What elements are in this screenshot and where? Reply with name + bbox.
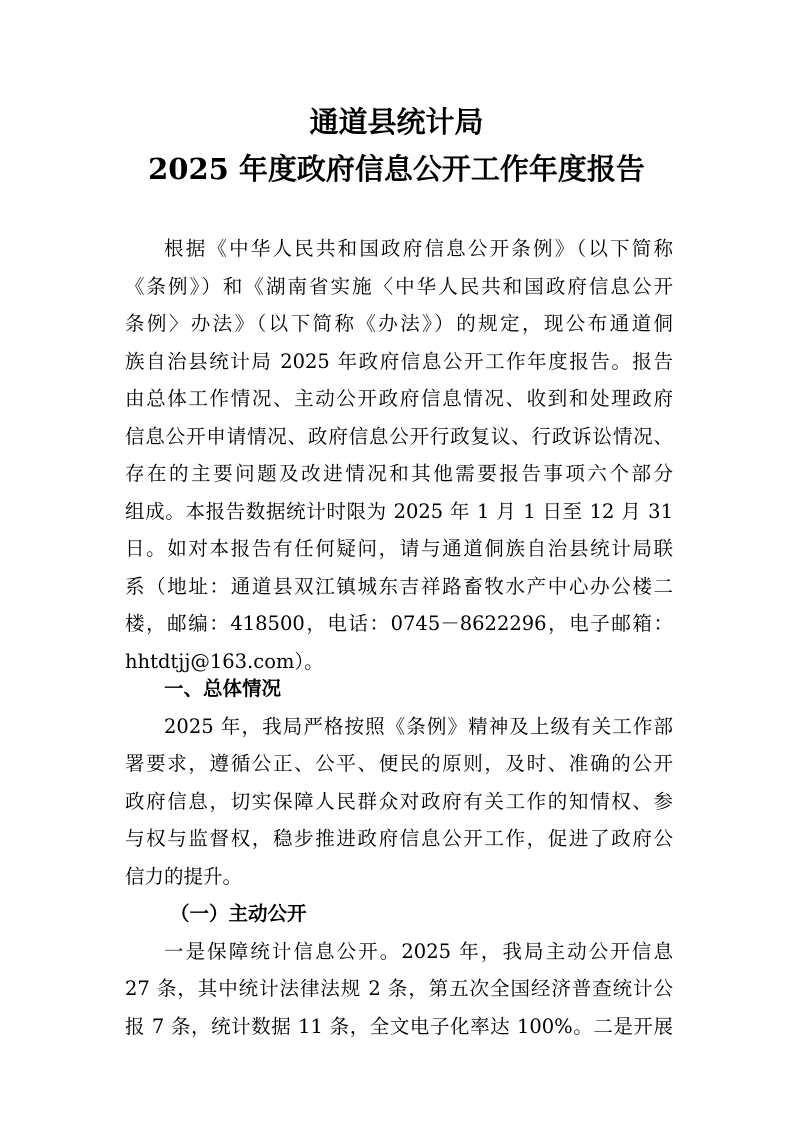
section1-line: 与权与监督权，稳步推进政府信息公开工作，促进了政府公 xyxy=(125,827,673,850)
section-heading: 一、总体情况 xyxy=(164,677,282,700)
intro-line: 条例〉办法》（以下简称《办法》）的规定，现公布通道侗 xyxy=(125,312,673,335)
intro-line: 《条例》）和《湖南省实施〈中华人民共和国政府信息公开 xyxy=(125,275,673,298)
section1-line: 政府信息，切实保障人民群众对政府有关工作的知情权、参 xyxy=(125,790,673,813)
intro-line: 系（地址：通道县双江镇城东吉祥路畜牧水产中心办公楼二 xyxy=(125,575,673,598)
subsection1-line: 27 条，其中统计法律法规 2 条，第五次全国经济普查统计公 xyxy=(125,977,673,1000)
document-title-line-2: 2025 年度政府信息公开工作年度报告 xyxy=(148,152,645,186)
section1-line: 署要求，遵循公正、公平、便民的原则，及时、准确的公开 xyxy=(125,752,673,775)
intro-line: 族自治县统计局 2025 年政府信息公开工作年度报告。报告 xyxy=(125,350,673,373)
section1-line: 信力的提升。 xyxy=(125,865,243,888)
intro-line: 组成。本报告数据统计时限为 2025 年 1 月 1 日至 12 月 31 xyxy=(125,500,673,523)
intro-line: 信息公开申请情况、政府信息公开行政复议、行政诉讼情况、 xyxy=(125,425,673,448)
intro-line: 根据《中华人民共和国政府信息公开条例》（以下简称 xyxy=(164,237,673,260)
intro-line: 日。如对本报告有任何疑问，请与通道侗族自治县统计局联 xyxy=(125,537,673,560)
document-title-line-1: 通道县统计局 xyxy=(309,105,484,139)
intro-line: 楼，邮编：418500，电话：0745－8622296，电子邮箱： xyxy=(125,612,673,635)
subsection1-line: 一是保障统计信息公开。2025 年，我局主动公开信息 xyxy=(164,940,673,963)
subsection-heading: （一）主动公开 xyxy=(170,902,307,925)
intro-line: 存在的主要问题及改进情况和其他需要报告事项六个部分 xyxy=(125,462,673,485)
section1-line: 2025 年，我局严格按照《条例》精神及上级有关工作部 xyxy=(164,715,673,738)
intro-line: hhtdtjj@163.com）。 xyxy=(125,650,324,673)
subsection1-line: 报 7 条，统计数据 11 条，全文电子化率达 100%。二是开展 xyxy=(125,1015,673,1038)
intro-line: 由总体工作情况、主动公开政府信息情况、收到和处理政府 xyxy=(125,387,673,410)
